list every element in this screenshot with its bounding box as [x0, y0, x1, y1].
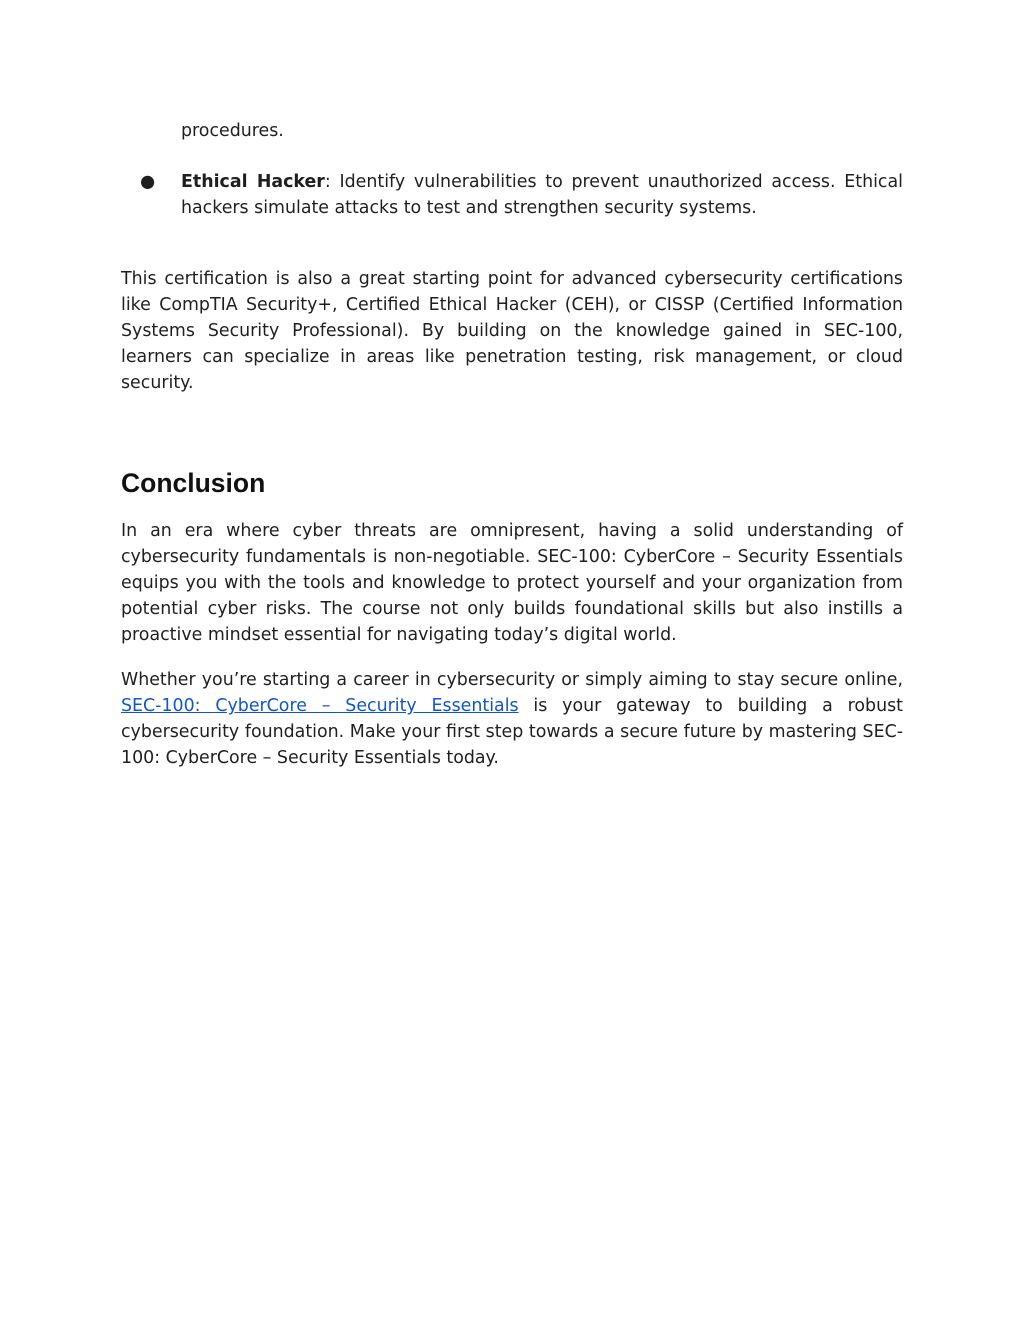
- bullet-icon: ●: [140, 171, 156, 192]
- conclusion-heading: Conclusion: [121, 468, 266, 499]
- document-content: [121, 119, 903, 772]
- bullet-description: Identify vulnerabilities to prevent unauthorized access. Ethical hackers simulate attacks to test and strengthen security systems.: [181, 171, 903, 218]
- bullet-separator: :: [324, 171, 331, 192]
- final-paragraph-lead: Whether you’re starting a career in cybersecurity or simply aiming to stay secure online,: [121, 670, 903, 691]
- course-link[interactable]: SEC-100: CyberCore – Security Essentials: [121, 696, 519, 717]
- continuation-text: procedures.: [181, 121, 284, 141]
- final-paragraph: [121, 668, 903, 771]
- bullet-list: [121, 170, 903, 222]
- certification-paragraph: This certification is also a great starting point for advanced cybersecurity certifications like CompTIA Security+, Certified Ethical Hacker (CEH), or CISSP (Certified Information Systems Security Professional). By building on the knowledge gained in SEC-100, learners can specialize in areas like penetration testing, risk management, or cloud security.: [121, 269, 903, 393]
- final-paragraph-tail: is your gateway to building a robust cybersecurity foundation. Make your first step towards a secure future by mastering SEC-100: CyberCore – Security Essentials today.: [121, 696, 903, 768]
- era-paragraph: In an era where cyber threats are omnipresent, having a solid understanding of cybersecurity fundamentals is non-negotiable. SEC-100: CyberCore – Security Essentials equips you with the tools and knowledge to protect yourself and your organization from potential cyber risks. The course not only builds foundational skills but also instills a proactive mindset essential for navigating today’s digital world.: [121, 521, 903, 645]
- bullet-term: Ethical Hacker: [181, 171, 325, 192]
- list-item: [121, 170, 903, 222]
